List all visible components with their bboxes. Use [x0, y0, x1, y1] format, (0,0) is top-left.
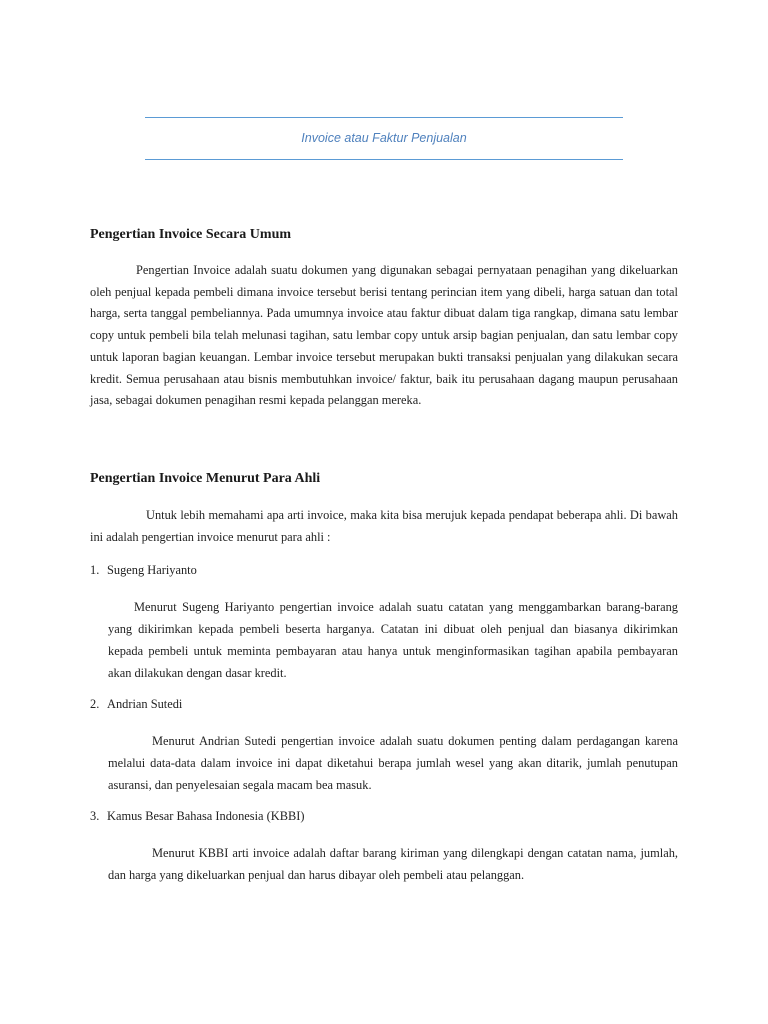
list-item-number: 3.	[90, 809, 100, 823]
title-top-rule	[145, 117, 623, 118]
list-item-number: 2.	[90, 697, 100, 711]
list-item-body: Menurut KBBI arti invoice adalah daftar barang kiriman yang dilengkapi dengan catatan nama, jumlah, dan harga yang dikeluarkan penjual dan harus dibayar oleh pembeli atau pelanggan.	[108, 846, 678, 882]
section-paragraph-general: Pengertian Invoice adalah suatu dokumen yang digunakan sebagai pernyataan penagihan yang dikeluarkan oleh penjual kepada pembeli dimana invoice tersebut berisi tentang perincian item yang dibeli, harga satuan dan total harga, serta tanggal pembeliannya. Pada umumnya invoice atau faktur dibuat dalam tiga rangkap, dimana satu lembar copy untuk pembeli bila telah melunasi tagihan, satu lembar copy untuk arsip bagian penjualan, dan satu lembar copy untuk laporan bagian keuangan. Lembar invoice tersebut merupakan bukti transaksi penjualan yang dilakukan secara kredit. Semua perusahaan atau bisnis membutuhkan invoice/ faktur, baik itu perusahaan dagang maupun perusahaan jasa, sebagai dokumen penagihan resmi kepada pelanggan mereka.	[90, 263, 678, 408]
list-item	[90, 809, 305, 824]
title-bottom-rule	[145, 159, 623, 160]
section-heading-general: Pengertian Invoice Secara Umum	[90, 227, 292, 242]
list-item-body: Menurut Sugeng Hariyanto pengertian invoice adalah suatu catatan yang menggambarkan barang-barang yang dikirimkan kepada pembeli beserta harganya. Catatan ini dibuat oleh penjual dan biasanya dikirimkan kepada pembeli untuk meminta pembayaran atau hanya untuk menginformasikan tagihan apabila pembayaran akan dilakukan dengan dasar kredit.	[108, 600, 678, 680]
list-item-body: Menurut Andrian Sutedi pengertian invoice adalah suatu dokumen penting dalam perdagangan karena melalui data-data dalam invoice ini dapat diketahui berapa jumlah wesel yang akan ditarik, jumlah penutupan asuransi, dan penyelesaian segala macam bea masuk.	[108, 734, 678, 792]
list-item	[90, 697, 182, 712]
list-item-title: Sugeng Hariyanto	[107, 563, 197, 577]
document-title: Invoice atau Faktur Penjualan	[301, 131, 467, 145]
section-heading-experts: Pengertian Invoice Menurut Para Ahli	[90, 471, 321, 486]
list-item	[90, 563, 197, 578]
section-paragraph-experts-intro: Untuk lebih memahami apa arti invoice, maka kita bisa merujuk kepada pendapat beberapa ahli. Di bawah ini adalah pengertian invoice menurut para ahli :	[90, 508, 678, 544]
list-item-title: Andrian Sutedi	[107, 697, 183, 711]
list-item-title: Kamus Besar Bahasa Indonesia (KBBI)	[107, 809, 305, 823]
list-item-number: 1.	[90, 563, 100, 577]
